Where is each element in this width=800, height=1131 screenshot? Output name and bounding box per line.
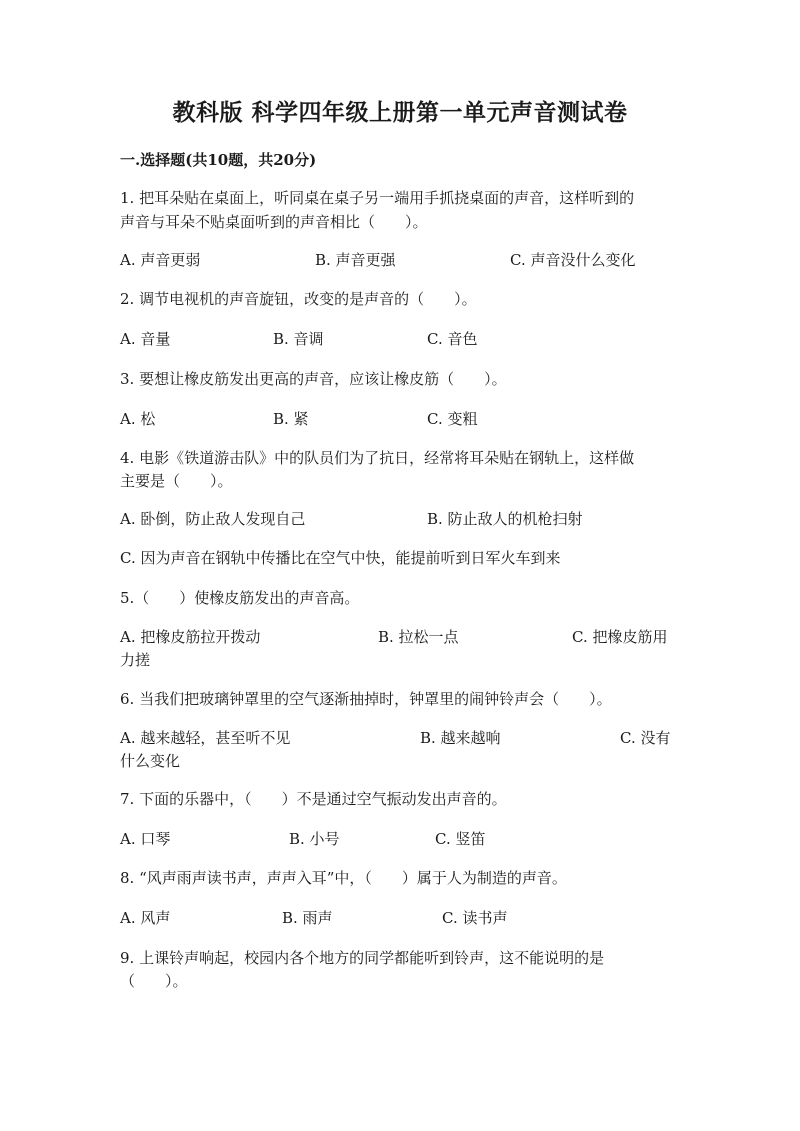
question-8-line-1: 8. “风声雨声读书声，声声入耳”中，（ ）属于人为制造的声音。 xyxy=(120,869,567,887)
question-6-line-1: 6. 当我们把玻璃钟罩里的空气逐渐抽掉时，钟罩里的闹钟铃声会（ ）。 xyxy=(120,690,612,708)
question-6-option-b: B. 越来越响 xyxy=(420,729,501,747)
question-5-option-c-wrap: 力搓 xyxy=(120,651,151,669)
question-1-line-1: 1. 把耳朵贴在桌面上，听同桌在桌子另一端用手抓挠桌面的声音，这样听到的 xyxy=(120,189,635,207)
question-7-option-c: C. 竖笛 xyxy=(435,830,486,848)
question-1-option-a: A. 声音更弱 xyxy=(120,251,201,269)
question-8-option-c: C. 读书声 xyxy=(442,909,508,927)
question-7-line-1: 7. 下面的乐器中，（ ）不是通过空气振动发出声音的。 xyxy=(120,790,507,808)
question-5-option-b: B. 拉松一点 xyxy=(378,628,459,646)
page-title: 教科版 科学四年级上册第一单元声音测试卷 xyxy=(172,99,628,126)
section-heading: 一.选择题(共10题，共20分) xyxy=(120,151,317,169)
question-6-option-c: C. 没有 xyxy=(620,729,671,747)
question-3-option-a: A. 松 xyxy=(120,410,156,428)
question-7-option-a: A. 口琴 xyxy=(120,830,171,848)
question-5-option-a: A. 把橡皮筋拉开拨动 xyxy=(120,628,261,646)
question-3-option-c: C. 变粗 xyxy=(427,410,478,428)
question-6-option-c-wrap: 什么变化 xyxy=(120,752,181,770)
question-4-option-a: A. 卧倒，防止敌人发现自己 xyxy=(120,510,306,528)
question-1-option-b: B. 声音更强 xyxy=(315,251,396,269)
question-8-option-b: B. 雨声 xyxy=(282,909,333,927)
question-9-line-1: 9. 上课铃声响起，校园内各个地方的同学都能听到铃声，这不能说明的是 xyxy=(120,949,605,967)
question-7-option-b: B. 小号 xyxy=(289,830,340,848)
question-1-line-2: 声音与耳朵不贴桌面听到的声音相比（ ）。 xyxy=(120,213,428,231)
question-2-option-a: A. 音量 xyxy=(120,330,171,348)
question-1-option-c: C. 声音没什么变化 xyxy=(510,251,636,269)
question-4-line-2: 主要是（ ）。 xyxy=(120,472,233,490)
question-5-option-c: C. 把橡皮筋用 xyxy=(572,628,668,646)
question-2-option-b: B. 音调 xyxy=(273,330,324,348)
question-3-line-1: 3. 要想让橡皮筋发出更高的声音，应该让橡皮筋（ ）。 xyxy=(120,370,507,388)
question-4-option-c: C. 因为声音在钢轨中传播比在空气中快，能提前听到日军火车到来 xyxy=(120,549,561,567)
question-4-option-b: B. 防止敌人的机枪扫射 xyxy=(427,510,583,528)
question-2-line-1: 2. 调节电视机的声音旋钮，改变的是声音的（ ）。 xyxy=(120,290,477,308)
question-3-option-b: B. 紧 xyxy=(273,410,309,428)
question-9-line-2: （ ）。 xyxy=(120,972,188,990)
question-8-option-a: A. 风声 xyxy=(120,909,171,927)
question-6-option-a: A. 越来越轻，甚至听不见 xyxy=(120,729,291,747)
question-2-option-c: C. 音色 xyxy=(427,330,478,348)
question-4-line-1: 4. 电影《铁道游击队》中的队员们为了抗日，经常将耳朵贴在钢轨上，这样做 xyxy=(120,449,635,467)
question-5-line-1: 5.（ ）使橡皮筋发出的声音高。 xyxy=(120,589,360,607)
